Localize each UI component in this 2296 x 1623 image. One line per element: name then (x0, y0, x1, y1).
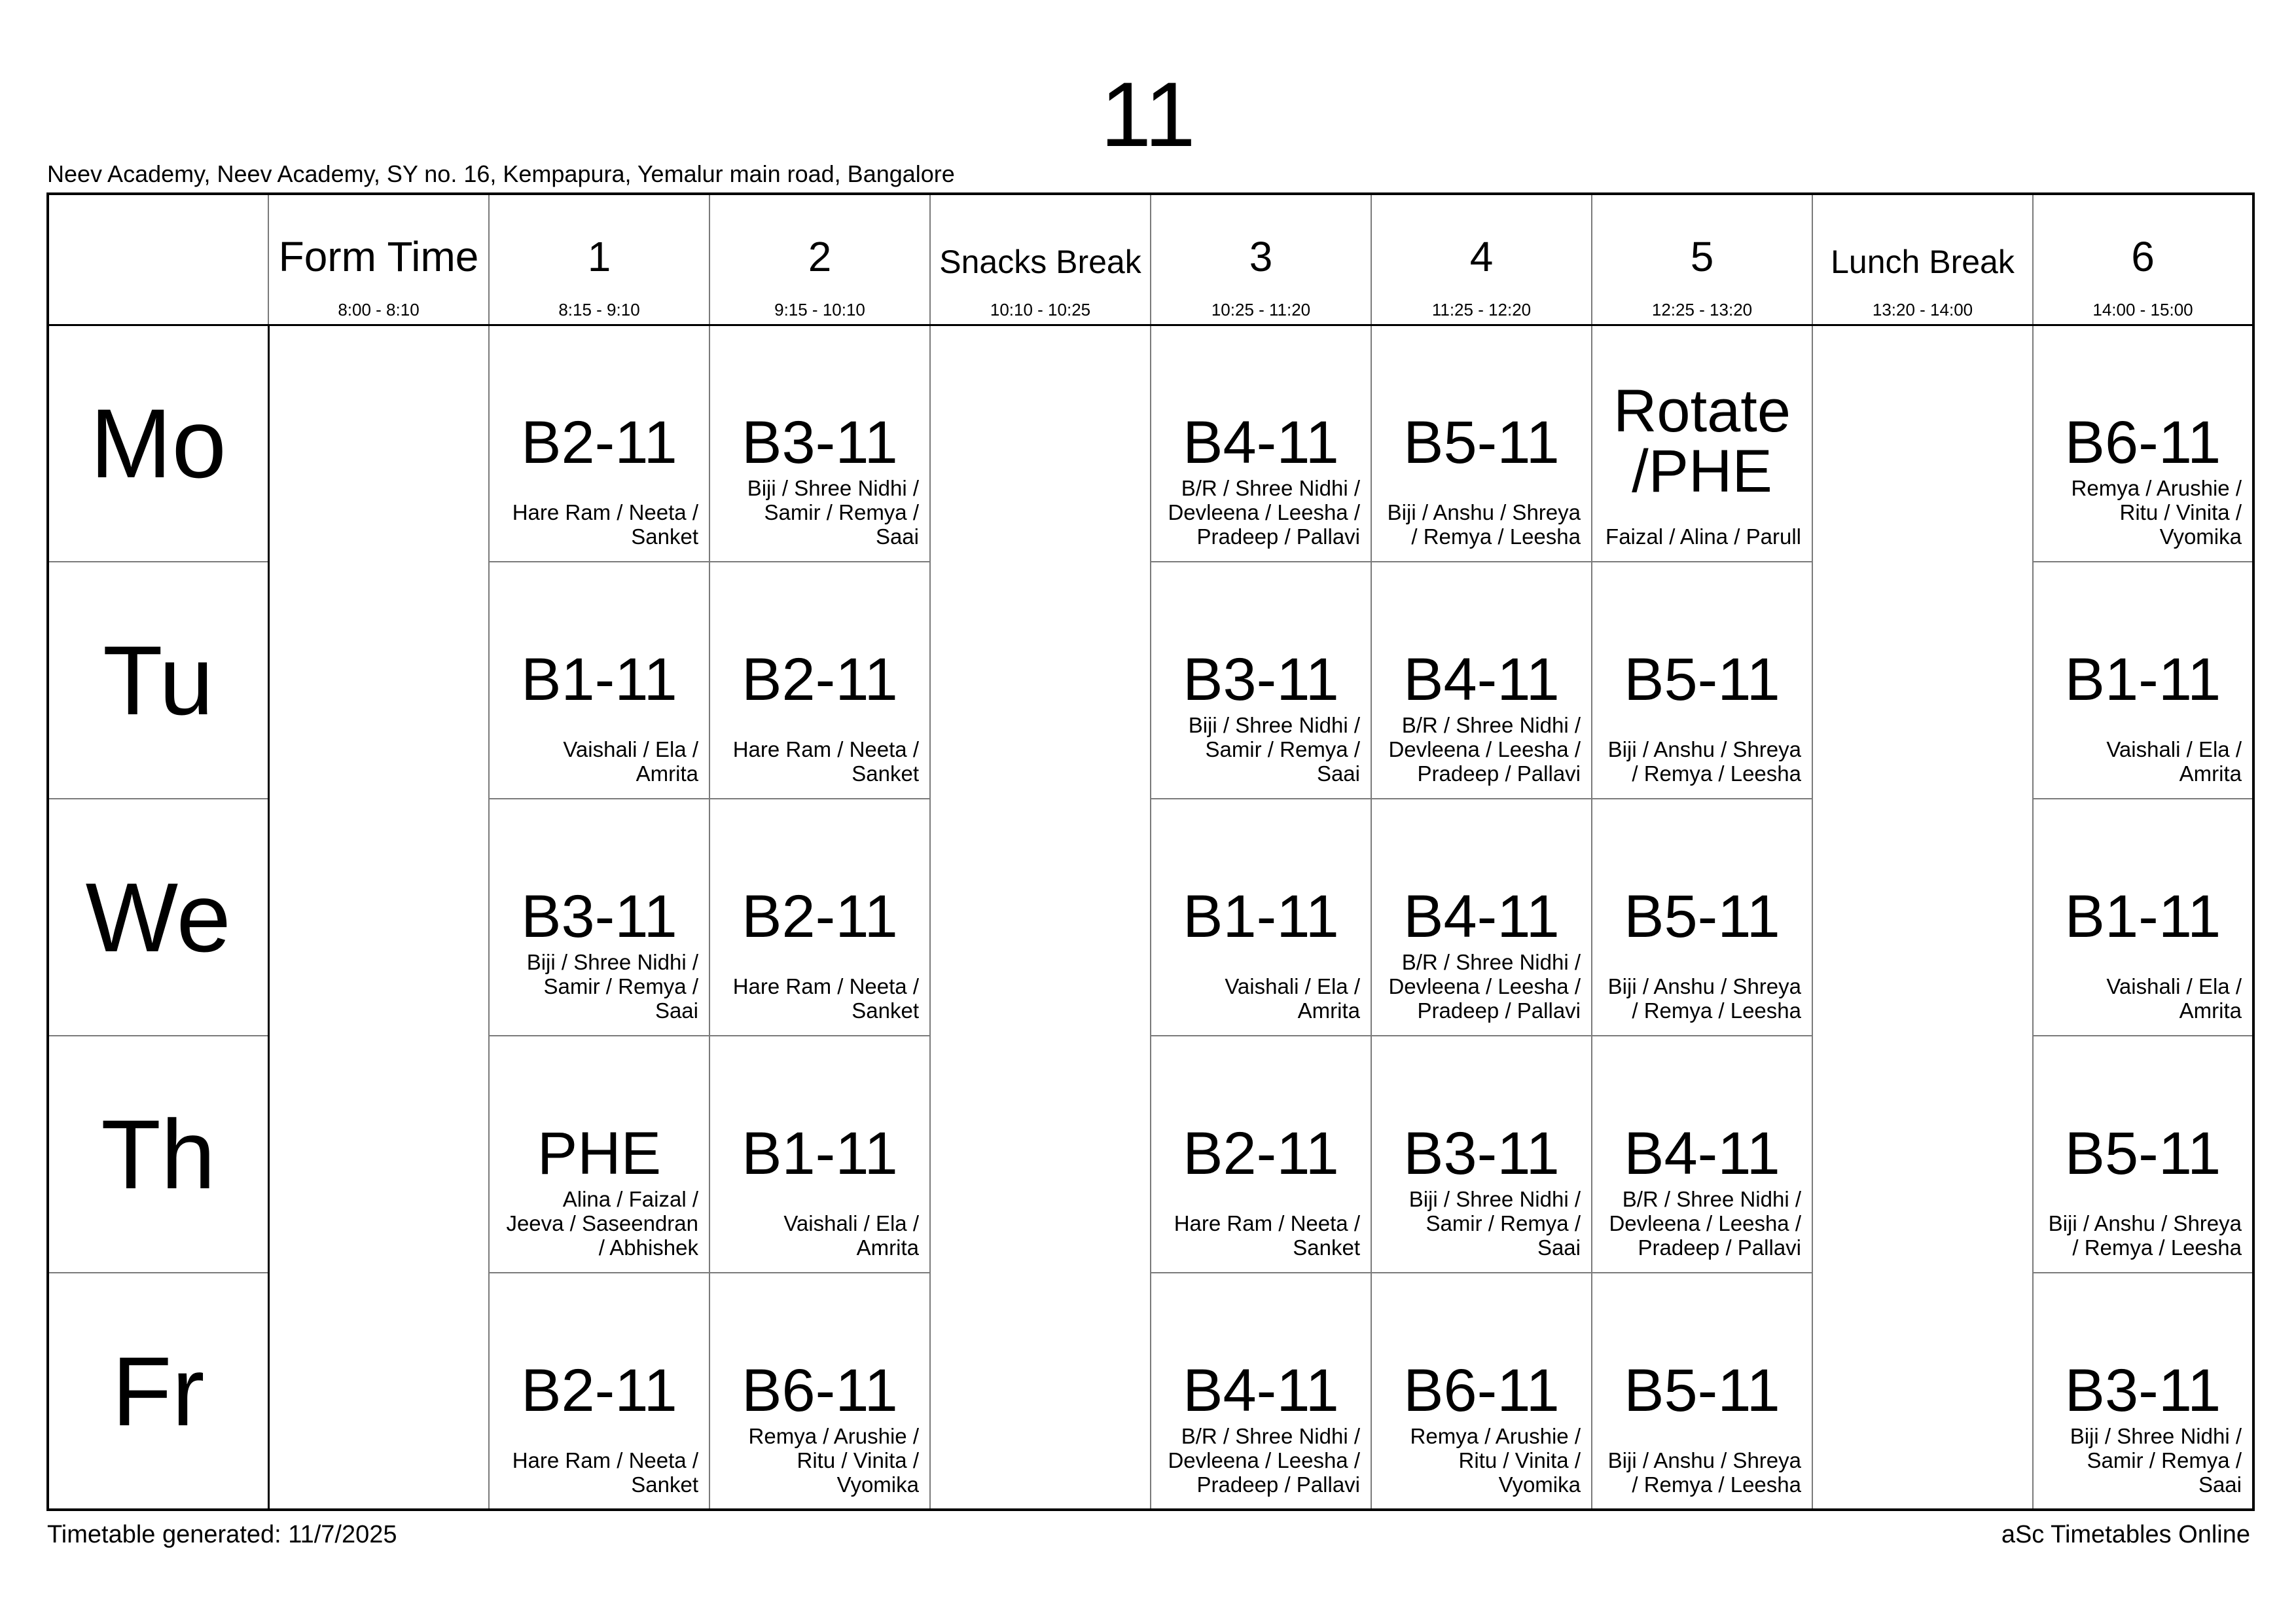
lesson-cell (2033, 325, 2253, 562)
lesson-cell (709, 1273, 930, 1510)
period-time: 13:20 - 14:00 (1872, 300, 1973, 319)
class-title: 11 (1100, 63, 1196, 166)
lesson-teachers: B/R / Shree Nidhi / Devleena / Leesha / Pradeep / Pallavi (1388, 713, 1581, 786)
timetable-grid (46, 192, 2255, 1511)
lesson-cell (2033, 1273, 2253, 1510)
period-time: 12:25 - 13:20 (1651, 300, 1753, 319)
lesson-subject: B1-11 (1183, 883, 1339, 950)
lesson-subject: B4-11 (1183, 409, 1339, 477)
period-header (709, 194, 930, 325)
lesson-subject: PHE (537, 1120, 662, 1187)
lesson-cell (489, 1036, 709, 1273)
day-label: Mo (48, 325, 268, 562)
lesson-subject: B5-11 (2064, 1120, 2221, 1187)
lesson-teachers: Remya / Arushie / Ritu / Vinita / Vyomika (748, 1423, 919, 1497)
lesson-teachers: Remya / Arushie / Ritu / Vinita / Vyomika (2071, 476, 2242, 549)
period-time: 10:25 - 11:20 (1211, 300, 1311, 319)
lesson-teachers: B/R / Shree Nidhi / Devleena / Leesha / Pradeep / Pallavi (1388, 950, 1581, 1023)
lesson-teachers: Hare Ram / Neeta / Sanket (512, 500, 698, 549)
lesson-teachers: Biji / Shree Nidhi / Samir / Remya / Saai (1408, 1187, 1581, 1260)
generated-date: Timetable generated: 11/7/2025 (47, 1521, 397, 1548)
period-header (930, 194, 1151, 325)
lesson-subject: B4-11 (1183, 1357, 1339, 1424)
lesson-teachers: Biji / Anshu / Shreya / Remya / Leesha (2048, 1211, 2242, 1260)
period-name: 1 (587, 233, 611, 280)
lesson-teachers: Biji / Anshu / Shreya / Remya / Leesha (1607, 1448, 1801, 1497)
lesson-cell (1592, 1036, 1812, 1273)
day-label: We (48, 799, 268, 1036)
lesson-teachers: Vaishali / Ela / Amrita (1225, 974, 1360, 1023)
period-header (1371, 194, 1592, 325)
period-header (1151, 194, 1371, 325)
lesson-subject: B1-11 (2064, 646, 2221, 713)
lesson-teachers: Vaishali / Ela / Amrita (2106, 737, 2242, 786)
snacks-break-empty (930, 325, 1151, 1510)
lesson-subject: B4-11 (1403, 646, 1560, 713)
lesson-cell (489, 562, 709, 799)
lesson-cell (1151, 325, 1371, 562)
lesson-teachers: Alina / Faizal / Jeeva / Saseendran / Abhishek (506, 1187, 698, 1260)
brand-label: aSc Timetables Online (2001, 1521, 2250, 1548)
period-header (268, 194, 489, 325)
lesson-teachers: Biji / Anshu / Shreya / Remya / Leesha (1607, 974, 1801, 1023)
period-name: 5 (1690, 233, 1714, 280)
day-row-mo (48, 325, 2253, 562)
lesson-cell (1371, 1036, 1592, 1273)
lesson-cell (489, 1273, 709, 1510)
lesson-teachers: Hare Ram / Neeta / Sanket (732, 737, 919, 786)
lesson-teachers: Biji / Shree Nidhi / Samir / Remya / Saai (747, 476, 919, 549)
lesson-teachers: Remya / Arushie / Ritu / Vinita / Vyomika (1410, 1423, 1581, 1497)
lesson-cell (1371, 562, 1592, 799)
lesson-subject: B3-11 (2064, 1357, 2221, 1424)
lesson-subject: B4-11 (1624, 1120, 1780, 1187)
day-label: Th (48, 1036, 268, 1273)
day-label: Fr (48, 1273, 268, 1510)
lesson-subject: B5-11 (1403, 409, 1560, 477)
period-name: Form Time (278, 233, 479, 280)
lesson-cell (1371, 799, 1592, 1036)
lesson-cell (2033, 799, 2253, 1036)
lesson-subject: Rotate /PHE (1613, 378, 1791, 505)
lesson-cell (489, 325, 709, 562)
lesson-subject: B3-11 (742, 409, 898, 477)
lesson-cell (709, 325, 930, 562)
day-label: Tu (48, 562, 268, 799)
lesson-subject: B2-11 (1183, 1120, 1339, 1187)
period-time: 14:00 - 15:00 (2092, 300, 2193, 319)
lesson-cell (1151, 1273, 1371, 1510)
period-header (489, 194, 709, 325)
period-time: 8:00 - 8:10 (338, 300, 420, 319)
lesson-cell (1592, 562, 1812, 799)
lesson-cell (709, 1036, 930, 1273)
lesson-teachers: Biji / Anshu / Shreya / Remya / Leesha (1607, 737, 1801, 786)
lesson-subject: B2-11 (742, 883, 898, 950)
lesson-cell (1151, 562, 1371, 799)
lesson-cell (1371, 1273, 1592, 1510)
lesson-subject: B2-11 (521, 1357, 677, 1424)
lesson-subject: B3-11 (1403, 1120, 1560, 1187)
lesson-teachers: Hare Ram / Neeta / Sanket (512, 1448, 698, 1497)
lesson-teachers: B/R / Shree Nidhi / Devleena / Leesha / Pradeep / Pallavi (1168, 476, 1360, 549)
lesson-cell (2033, 1036, 2253, 1273)
period-time: 8:15 - 9:10 (558, 300, 640, 319)
lesson-teachers: Hare Ram / Neeta / Sanket (732, 974, 919, 1023)
lesson-subject: B1-11 (2064, 883, 2221, 950)
lesson-subject: B3-11 (1183, 646, 1339, 713)
period-header (1812, 194, 2033, 325)
lesson-teachers: Vaishali / Ela / Amrita (2106, 974, 2242, 1023)
lesson-teachers: Hare Ram / Neeta / Sanket (1174, 1211, 1360, 1260)
period-name: 3 (1249, 233, 1273, 280)
lesson-cell (1151, 799, 1371, 1036)
lesson-teachers: B/R / Shree Nidhi / Devleena / Leesha / Pradeep / Pallavi (1168, 1423, 1360, 1497)
lesson-subject: B5-11 (1624, 646, 1780, 713)
corner-cell (48, 194, 268, 325)
lesson-cell (1592, 799, 1812, 1036)
school-address: Neev Academy, Neev Academy, SY no. 16, Kempapura, Yemalur main road, Bangalore (47, 160, 955, 187)
lesson-subject: B4-11 (1403, 883, 1560, 950)
lesson-cell (1151, 1036, 1371, 1273)
period-header-row (48, 194, 2253, 325)
lesson-subject: B6-11 (742, 1357, 898, 1424)
lesson-subject: B6-11 (1403, 1357, 1560, 1424)
lesson-cell (2033, 562, 2253, 799)
lesson-cell (1592, 1273, 1812, 1510)
lesson-cell (709, 562, 930, 799)
period-name: Lunch Break (1831, 244, 2015, 280)
lunch-break-empty (1812, 325, 2033, 1510)
lesson-subject: B5-11 (1624, 1357, 1780, 1424)
lesson-teachers: Biji / Anshu / Shreya / Remya / Leesha (1387, 500, 1581, 549)
lesson-cell (709, 799, 930, 1036)
lesson-cell (489, 799, 709, 1036)
lesson-subject: B2-11 (742, 646, 898, 713)
lesson-teachers: Biji / Shree Nidhi / Samir / Remya / Saai (1188, 713, 1360, 786)
lesson-subject: B5-11 (1624, 883, 1780, 950)
period-time: 10:10 - 10:25 (990, 300, 1091, 319)
lesson-subject: B6-11 (2064, 409, 2221, 477)
form-time-empty (268, 325, 489, 1510)
period-name: 6 (2131, 233, 2155, 280)
lesson-teachers: Biji / Shree Nidhi / Samir / Remya / Saai (526, 950, 698, 1023)
period-header (2033, 194, 2253, 325)
period-time: 11:25 - 12:20 (1431, 300, 1532, 319)
period-time: 9:15 - 10:10 (774, 300, 865, 319)
lesson-teachers: Vaishali / Ela / Amrita (783, 1211, 919, 1260)
lesson-subject: B1-11 (521, 646, 677, 713)
lesson-subject: B1-11 (742, 1120, 898, 1187)
period-header (1592, 194, 1812, 325)
period-name: 2 (808, 233, 832, 280)
lesson-subject: B2-11 (521, 409, 677, 477)
period-name: 4 (1469, 233, 1494, 280)
lesson-teachers: Vaishali / Ela / Amrita (563, 737, 698, 786)
period-name: Snacks Break (939, 244, 1141, 280)
lesson-cell (1371, 325, 1592, 562)
lesson-teachers: B/R / Shree Nidhi / Devleena / Leesha / Pradeep / Pallavi (1609, 1187, 1801, 1260)
lesson-cell (1592, 325, 1812, 562)
lesson-subject: B3-11 (521, 883, 677, 950)
lesson-teachers: Faizal / Alina / Parull (1605, 524, 1801, 549)
lesson-teachers: Biji / Shree Nidhi / Samir / Remya / Saai (2070, 1423, 2242, 1497)
